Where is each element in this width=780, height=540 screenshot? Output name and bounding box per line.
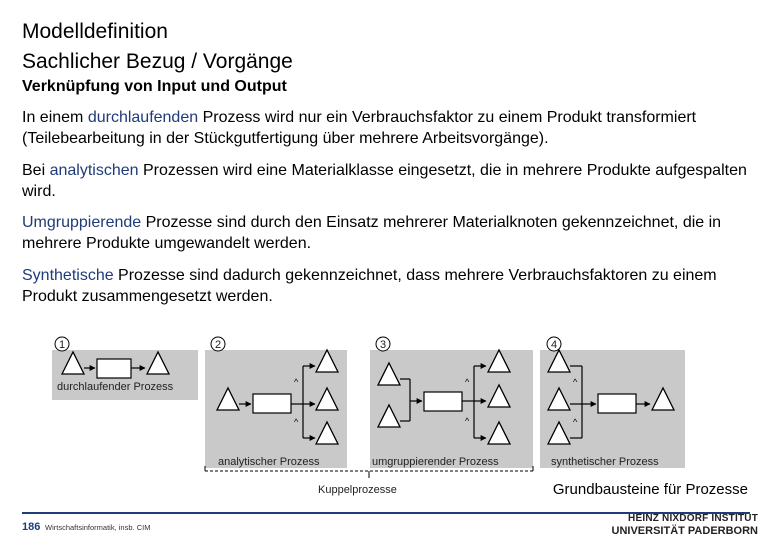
svg-text:3: 3	[379, 339, 387, 351]
slide-title-line1: Modelldefinition	[22, 20, 168, 43]
label-umgruppierender-prozess: umgruppierender Prozess	[372, 456, 499, 468]
footer-course: Wirtschaftsinformatik, insb. CIM	[45, 523, 151, 532]
svg-text:^: ^	[294, 377, 299, 387]
paragraph-pre: In einem	[22, 109, 88, 126]
block-number-1	[55, 337, 69, 351]
slide-subtitle: Verknüpfung von Input und Output	[22, 78, 287, 95]
institute-logo-line1: HEINZ NIXDORF INSTITUT	[628, 513, 758, 524]
svg-text:4: 4	[550, 339, 558, 351]
label-durchlaufender-prozess: durchlaufender Prozess	[57, 381, 174, 393]
highlight-term: durchlaufenden	[87, 109, 199, 126]
paragraph-post: Prozess wird nur ein Verbrauchsfaktor zu einem Produkt transformiert (Teilebearbeitung in der Stückgutfertigung über mehrere Arbeitsvorgänge).	[22, 109, 697, 147]
paragraph-post: Prozessen wird eine Materialklasse eingesetzt, die in mehrere Produkte aufgespalten wird.	[22, 162, 747, 200]
paragraph-post: Prozesse sind durch den Einsatz mehrerer Materialknoten gekennzeichnet, die in mehrere Produkte umgewandelt werden.	[22, 214, 722, 252]
svg-text:^: ^	[573, 417, 578, 427]
svg-text:2: 2	[214, 339, 222, 351]
slide-title-line2: Sachlicher Bezug / Vorgänge	[22, 50, 293, 73]
svg-text:^: ^	[573, 377, 578, 387]
paragraph-post: Prozesse sind dadurch gekennzeichnet, dass mehrere Verbrauchsfaktoren zu einem Produkt zusammengesetzt werden.	[22, 267, 717, 305]
page-number: 186	[22, 521, 41, 533]
svg-text:^: ^	[294, 417, 299, 427]
figure-caption: Grundbausteine für Prozesse	[552, 481, 748, 498]
svg-text:^: ^	[465, 416, 470, 426]
block-number-2	[211, 337, 225, 351]
svg-text:1: 1	[58, 339, 66, 351]
paragraph-pre: Bei	[22, 162, 50, 179]
highlight-term: Synthetische	[22, 267, 114, 284]
highlight-term: analytischen	[49, 162, 139, 179]
label-synthetischer-prozess: synthetischer Prozess	[551, 456, 659, 468]
label-analytischer-prozess: analytischer Prozess	[218, 456, 320, 468]
label-kuppelprozesse: Kuppelprozesse	[318, 484, 397, 496]
institute-logo-line2: UNIVERSITÄT PADERBORN	[611, 525, 758, 537]
highlight-term: Umgruppierende	[22, 214, 142, 231]
svg-text:^: ^	[465, 377, 470, 387]
block-number-3	[376, 337, 390, 351]
